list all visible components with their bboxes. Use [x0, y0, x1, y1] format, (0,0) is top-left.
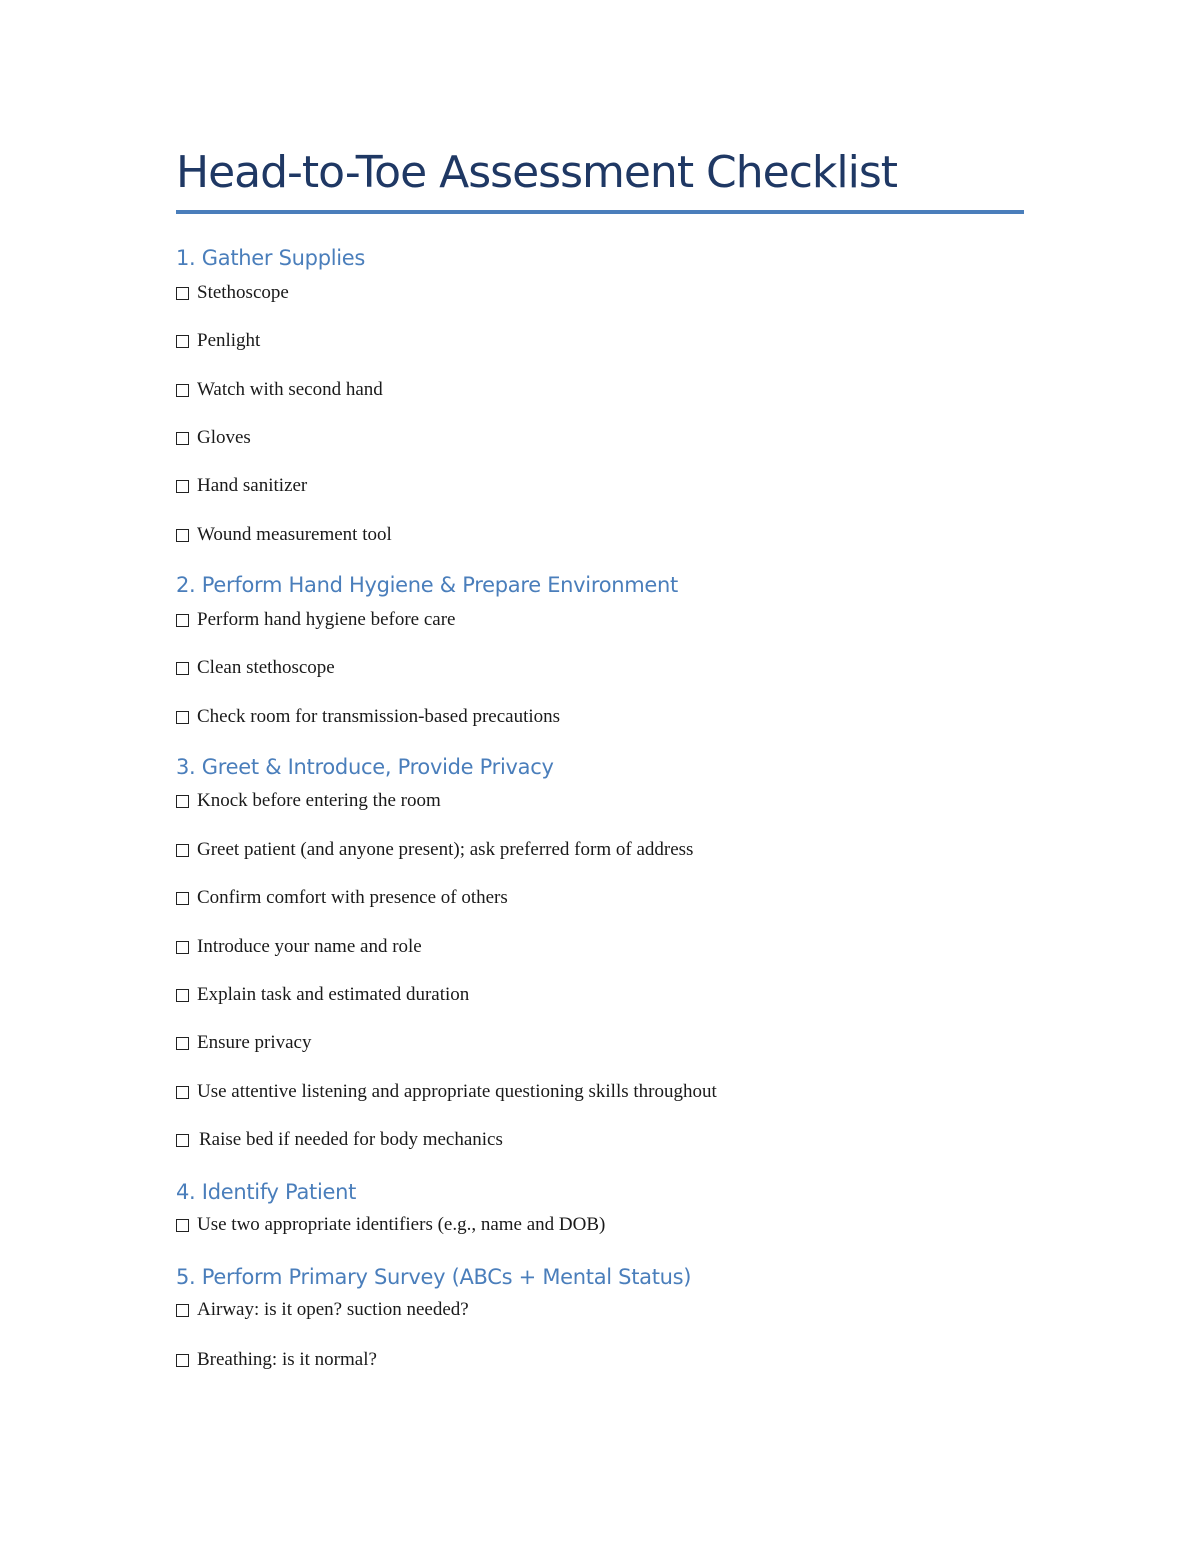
checkbox-unchecked-icon[interactable] — [176, 529, 189, 542]
checkbox-unchecked-icon[interactable] — [176, 711, 189, 724]
checkbox-unchecked-icon[interactable] — [176, 1354, 189, 1367]
title-underline — [176, 210, 1024, 214]
section-heading-gather-supplies: 1. Gather Supplies — [176, 246, 366, 270]
checkbox-unchecked-icon[interactable] — [176, 384, 189, 397]
section-heading-primary-survey: 5. Perform Primary Survey (ABCs + Mental Status) — [176, 1265, 692, 1289]
checkbox-unchecked-icon[interactable] — [176, 1037, 189, 1050]
checklist-item-label: Clean stethoscope — [197, 657, 335, 678]
checklist-item-label: Perform hand hygiene before care — [197, 609, 456, 630]
checklist-item[interactable] — [176, 982, 469, 1008]
checklist-item-label: Gloves — [197, 427, 251, 448]
page-title: Head-to-Toe Assessment Checklist — [176, 147, 898, 198]
checkbox-unchecked-icon[interactable] — [176, 989, 189, 1002]
checklist-item[interactable] — [176, 1127, 503, 1153]
checklist-item[interactable] — [176, 280, 289, 306]
section-heading-greet-introduce: 3. Greet & Introduce, Provide Privacy — [176, 755, 554, 779]
checkbox-unchecked-icon[interactable] — [176, 1304, 189, 1317]
checkbox-unchecked-icon[interactable] — [176, 1134, 189, 1147]
checklist-item-label: Ensure privacy — [197, 1032, 312, 1053]
checkbox-unchecked-icon[interactable] — [176, 480, 189, 493]
checklist-item-label: Confirm comfort with presence of others — [197, 887, 508, 908]
checkbox-unchecked-icon[interactable] — [176, 844, 189, 857]
checklist-item[interactable] — [176, 1347, 377, 1373]
checklist-item-label: Use two appropriate identifiers (e.g., name and DOB) — [197, 1214, 606, 1235]
checklist-item-label: Greet patient (and anyone present); ask preferred form of address — [197, 839, 694, 860]
checklist-item[interactable] — [176, 837, 693, 863]
checklist-item[interactable] — [176, 1297, 469, 1323]
checklist-item[interactable] — [176, 522, 392, 548]
checklist-item-label: Explain task and estimated duration — [197, 984, 470, 1005]
checklist-item[interactable] — [176, 425, 251, 451]
checklist-item-label: Use attentive listening and appropriate questioning skills throughout — [197, 1081, 717, 1102]
checklist-item-label: Watch with second hand — [197, 379, 383, 400]
checklist-item[interactable] — [176, 1079, 717, 1105]
checklist-item-label: Check room for transmission-based precautions — [197, 706, 561, 727]
checkbox-unchecked-icon[interactable] — [176, 662, 189, 675]
checklist-item[interactable] — [176, 788, 441, 814]
checklist-item-label: Raise bed if needed for body mechanics — [199, 1129, 503, 1150]
checklist-item[interactable] — [176, 885, 508, 911]
checkbox-unchecked-icon[interactable] — [176, 941, 189, 954]
checklist-item[interactable] — [176, 934, 422, 960]
checklist-item[interactable] — [176, 704, 560, 730]
checklist-item[interactable] — [176, 1030, 311, 1056]
section-heading-identify-patient: 4. Identify Patient — [176, 1180, 357, 1204]
checklist-item[interactable] — [176, 655, 335, 681]
checklist-item-label: Wound measurement tool — [197, 524, 392, 545]
section-heading-hand-hygiene: 2. Perform Hand Hygiene & Prepare Environment — [176, 573, 678, 597]
checklist-item-label: Penlight — [197, 330, 261, 351]
checkbox-unchecked-icon[interactable] — [176, 1086, 189, 1099]
checkbox-unchecked-icon[interactable] — [176, 335, 189, 348]
checklist-item[interactable] — [176, 473, 307, 499]
checklist-item-label: Introduce your name and role — [197, 936, 422, 957]
checkbox-unchecked-icon[interactable] — [176, 1219, 189, 1232]
checkbox-unchecked-icon[interactable] — [176, 795, 189, 808]
checklist-item[interactable] — [176, 1212, 605, 1238]
checklist-item-label: Airway: is it open? suction needed? — [197, 1299, 469, 1320]
checkbox-unchecked-icon[interactable] — [176, 287, 189, 300]
checklist-item[interactable] — [176, 607, 456, 633]
checkbox-unchecked-icon[interactable] — [176, 432, 189, 445]
checkbox-unchecked-icon[interactable] — [176, 614, 189, 627]
checkbox-unchecked-icon[interactable] — [176, 892, 189, 905]
checklist-item[interactable] — [176, 328, 260, 354]
checklist-item-label: Breathing: is it normal? — [197, 1349, 377, 1370]
checklist-item-label: Knock before entering the room — [197, 790, 441, 811]
checklist-item-label: Stethoscope — [197, 282, 289, 303]
checklist-item-label: Hand sanitizer — [197, 475, 308, 496]
checklist-item[interactable] — [176, 377, 383, 403]
